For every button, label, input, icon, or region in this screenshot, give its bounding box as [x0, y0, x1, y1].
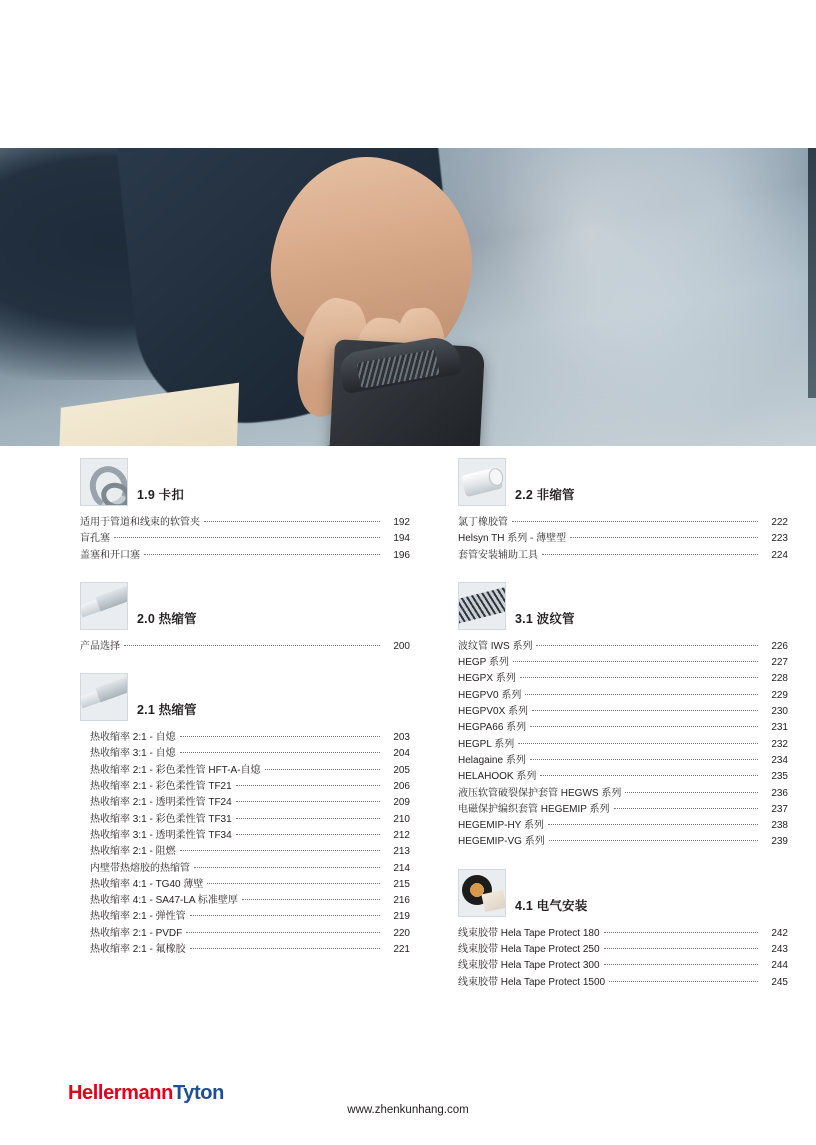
toc-entry[interactable] — [90, 730, 410, 746]
toc-entry-label: 热收缩率 4:1 - SA47-LA 标准壁厚 — [90, 895, 238, 907]
toc-entry[interactable] — [458, 515, 788, 531]
toc-entry-page: 200 — [393, 640, 410, 652]
toc-entry-page: 192 — [393, 517, 410, 528]
toc-section-title: 2.2 非缩管 — [515, 488, 575, 502]
toc-section — [80, 458, 410, 564]
non-shrink-tube-icon — [458, 458, 506, 506]
brand-logo-part1: Hellermann — [68, 1082, 173, 1104]
toc-entry[interactable] — [458, 531, 788, 547]
toc-entry-label: HEGPX 系列 — [458, 673, 516, 685]
toc-entry-page: 238 — [771, 820, 788, 832]
hero-photo — [0, 148, 816, 446]
toc-entry-label: HEGEMIP-HY 系列 — [458, 820, 544, 832]
toc-entry-leader — [236, 801, 380, 802]
toc-column-right — [458, 458, 788, 1009]
hero-edge-strip — [808, 148, 816, 398]
toc-entry-leader — [525, 694, 758, 695]
toc-entry-leader — [530, 759, 758, 760]
toc-entry-leader — [180, 850, 380, 851]
toc-entry-page: 232 — [771, 738, 788, 750]
toc-entry[interactable] — [458, 942, 788, 958]
toc-entry-label: 线束胶带 Hela Tape Protect 250 — [458, 944, 600, 956]
toc-entry-leader — [540, 775, 758, 776]
toc-entry[interactable] — [458, 655, 788, 671]
toc-entry-label: 套管安装辅助工具 — [458, 549, 538, 561]
toc-entry-leader — [180, 752, 380, 753]
toc-entry-page: 236 — [771, 787, 788, 799]
toc-entry-list — [80, 639, 410, 655]
toc-entry-leader — [549, 840, 758, 841]
corrugated-tube-icon — [458, 582, 506, 630]
toc-entry-leader — [236, 818, 380, 819]
toc-entry-page: 204 — [393, 748, 410, 760]
toc-entry-page: 221 — [393, 944, 410, 956]
toc-entry-leader — [236, 834, 380, 835]
toc-entry-label: 热收缩率 2:1 - 阻燃 — [90, 846, 176, 858]
toc-entry-leader — [548, 824, 758, 825]
toc-entry[interactable] — [458, 769, 788, 785]
toc-entry-label: 产品选择 — [80, 640, 120, 652]
toc-entry-label: Helagaine 系列 — [458, 754, 526, 766]
toc-entry-label: HEGPL 系列 — [458, 738, 515, 750]
toc-entry[interactable] — [458, 975, 788, 991]
toc-entry-page: 216 — [393, 895, 410, 907]
toc-entry-leader — [207, 883, 380, 884]
toc-entry-page: 231 — [771, 722, 788, 734]
brand-logo-part2: Tyton — [172, 1082, 224, 1104]
toc-entry-label: HEGPV0 系列 — [458, 689, 522, 701]
toc-entry[interactable] — [458, 720, 788, 736]
brand-logo — [68, 1082, 224, 1105]
toc-entry-label: 热收缩率 2:1 - 氟橡胶 — [90, 944, 186, 956]
toc-entry-label: 线束胶带 Hela Tape Protect 1500 — [458, 976, 606, 988]
toc-entry[interactable] — [90, 877, 410, 893]
toc-entry-label: Helsyn TH 系列 - 薄壁型 — [458, 533, 567, 545]
toc-entry-label: 热收缩率 4:1 - TG40 薄壁 — [90, 878, 204, 890]
toc-entry-label: 热收缩率 2:1 - 彩色柔性管 HFT-A-自熄 — [90, 764, 261, 776]
toc-section — [458, 458, 788, 564]
toc-entry-leader — [542, 554, 758, 555]
toc-entry-label: HEGPV0X 系列 — [458, 706, 529, 718]
toc-entry-page: 214 — [393, 862, 410, 874]
toc-entry[interactable] — [458, 548, 788, 564]
toc-section-title: 1.9 卡扣 — [137, 488, 185, 502]
toc-entry-label: 波纹管 IWS 系列 — [458, 640, 533, 652]
toc-entry-label: 适用于管道和线束的软管夹 — [80, 517, 200, 528]
heatshrink-icon — [80, 582, 128, 630]
toc-entry-leader — [180, 736, 380, 737]
toc-entry-page: 243 — [771, 944, 788, 956]
toc-entry-label: HELAHOOK 系列 — [458, 771, 537, 783]
toc-entry-leader — [614, 808, 759, 809]
toc-entry[interactable] — [80, 531, 410, 547]
toc-entry[interactable] — [458, 688, 788, 704]
toc-entry-label: 热收缩率 2:1 - 彩色柔性管 TF21 — [90, 781, 232, 793]
toc-entry-page: 196 — [393, 549, 410, 561]
toc-entry-page: 229 — [771, 689, 788, 701]
toc-entry-label: 热收缩率 2:1 - 自熄 — [90, 732, 176, 744]
toc-entry[interactable] — [90, 926, 410, 942]
toc-entry-leader — [604, 964, 758, 965]
toc-entry[interactable] — [90, 812, 410, 828]
toc-entry-page: 222 — [771, 517, 788, 528]
toc-entry-leader — [530, 726, 758, 727]
toc-section — [80, 673, 410, 958]
toc-entry-leader — [204, 521, 380, 522]
toc-entry-page: 219 — [393, 911, 410, 923]
toc-entry-page: 224 — [771, 549, 788, 561]
toc-entry-label: 热收缩率 2:1 - 透明柔性管 TF24 — [90, 797, 232, 809]
toc-entry[interactable] — [458, 753, 788, 769]
toc-entry[interactable] — [90, 942, 410, 958]
toc-entry-page: 194 — [393, 533, 410, 545]
toc-entry-label: HEGEMIP-VG 系列 — [458, 836, 545, 848]
toc-entry[interactable] — [90, 763, 410, 779]
toc-section — [458, 582, 788, 851]
toc-section-title: 2.0 热缩管 — [137, 611, 197, 626]
toc-entry-page: 212 — [393, 829, 410, 841]
toc-section — [80, 582, 410, 655]
toc-entry-page: 205 — [393, 764, 410, 776]
toc-entry-leader — [536, 645, 758, 646]
toc-entry[interactable] — [90, 828, 410, 844]
toc-entry-page: 228 — [771, 673, 788, 685]
toc-entry-leader — [194, 867, 380, 868]
toc-entry-page: 245 — [771, 976, 788, 988]
toc-entry-label: 内壁带热熔胶的热缩管 — [90, 862, 190, 874]
toc-section — [458, 869, 788, 991]
toc-entry-list — [80, 515, 410, 564]
toc-entry[interactable] — [90, 779, 410, 795]
toc-entry[interactable] — [458, 671, 788, 687]
toc-section-header — [458, 869, 788, 917]
toc-section-header — [458, 458, 788, 506]
toc-entry-label: 热收缩率 2:1 - PVDF — [90, 927, 183, 939]
toc-entry-page: 210 — [393, 813, 410, 825]
toc-entry-list — [80, 730, 410, 958]
toc-entry-page: 230 — [771, 706, 788, 718]
toc-entry-page: 237 — [771, 803, 788, 815]
toc-section-header — [458, 582, 788, 630]
toc-entry-page: 209 — [393, 797, 410, 809]
toc-entry-leader — [520, 677, 758, 678]
toc-entry-leader — [512, 521, 758, 522]
toc-entry-leader — [242, 899, 380, 900]
toc-entry[interactable] — [90, 909, 410, 925]
toc-entry[interactable] — [90, 861, 410, 877]
toc-entry[interactable] — [90, 746, 410, 762]
toc-entry[interactable] — [458, 737, 788, 753]
toc-entry[interactable] — [90, 844, 410, 860]
toc-entry[interactable] — [80, 548, 410, 564]
toc-entry[interactable] — [90, 893, 410, 909]
toc-entry-leader — [625, 792, 758, 793]
heatshrink-icon — [80, 673, 128, 721]
toc-entry-page: 220 — [393, 927, 410, 939]
toc-entry-label: 盖塞和开口塞 — [80, 549, 140, 561]
toc-entry-page: 215 — [393, 878, 410, 890]
toc-entry-leader — [609, 981, 758, 982]
toc-entry[interactable] — [80, 639, 410, 655]
toc-entry-leader — [532, 710, 758, 711]
toc-entry-label: 热收缩率 2:1 - 弹性管 — [90, 911, 186, 923]
toc-entry-page: 244 — [771, 960, 788, 972]
toc-entry-label: 热收缩率 3:1 - 自熄 — [90, 748, 176, 760]
toc-entry-leader — [570, 537, 758, 538]
toc-entry-page: 234 — [771, 754, 788, 766]
toc-entry-label: 线束胶带 Hela Tape Protect 180 — [458, 927, 600, 939]
toc-entry-leader — [186, 932, 380, 933]
toc-entry-leader — [190, 948, 380, 949]
toc-entry-page: 235 — [771, 771, 788, 783]
toc-section-title: 4.1 电气安装 — [515, 898, 588, 913]
toc-entry[interactable] — [458, 834, 788, 850]
toc-column-left — [80, 458, 410, 976]
toc-entry-leader — [190, 915, 380, 916]
toc-entry[interactable] — [458, 818, 788, 834]
toc-entry-list — [458, 926, 788, 991]
toc-entry-page: 226 — [771, 640, 788, 652]
toc-entry-page: 227 — [771, 657, 788, 669]
toc-entry-page: 206 — [393, 781, 410, 793]
clip-icon — [80, 458, 128, 506]
toc-entry-label: 液压软管破裂保护套管 HEGWS 系列 — [458, 787, 622, 799]
toc-entry-page: 203 — [393, 732, 410, 744]
toc-entry[interactable] — [90, 795, 410, 811]
toc-entry-leader — [604, 948, 758, 949]
toc-entry-leader — [124, 645, 380, 646]
toc-entry-leader — [518, 743, 758, 744]
toc-section-title: 3.1 波纹管 — [515, 611, 575, 626]
footer-url: www.zhenkunhang.com — [347, 1104, 469, 1116]
toc-entry[interactable] — [458, 786, 788, 802]
toc-entry-leader — [144, 554, 380, 555]
toc-entry-leader — [114, 537, 380, 538]
toc-entry[interactable] — [458, 958, 788, 974]
toc-section-header — [80, 673, 410, 721]
toc-entry-label: 氯丁橡胶管 — [458, 517, 508, 528]
toc-entry[interactable] — [80, 515, 410, 531]
toc-entry-label: HEGP 系列 — [458, 657, 509, 669]
tape-icon — [458, 869, 506, 917]
toc-entry-page: 242 — [771, 927, 788, 939]
toc-entry[interactable] — [458, 639, 788, 655]
toc-entry-list — [458, 639, 788, 851]
toc-entry-label: 热收缩率 3:1 - 透明柔性管 TF34 — [90, 829, 232, 841]
toc-entry-page: 213 — [393, 846, 410, 858]
toc-section-title: 2.1 热缩管 — [137, 703, 197, 718]
toc-section-header — [80, 458, 410, 506]
toc-entry-label: 电磁保护编织套管 HEGEMIP 系列 — [458, 803, 610, 815]
toc-entry-list — [458, 515, 788, 564]
toc-entry-label: 热收缩率 3:1 - 彩色柔性管 TF31 — [90, 813, 232, 825]
toc-entry-label: 盲孔塞 — [80, 533, 110, 545]
toc-entry-leader — [236, 785, 380, 786]
toc-entry-label: HEGPA66 系列 — [458, 722, 527, 734]
toc-entry[interactable] — [458, 704, 788, 720]
toc-entry-leader — [513, 661, 758, 662]
toc-entry-page: 223 — [771, 533, 788, 545]
toc-section-header — [80, 582, 410, 630]
toc-entry-label: 线束胶带 Hela Tape Protect 300 — [458, 960, 600, 972]
toc-entry[interactable] — [458, 926, 788, 942]
toc-entry-leader — [265, 769, 380, 770]
toc-entry-leader — [604, 932, 758, 933]
toc-entry-page: 239 — [771, 836, 788, 848]
toc-entry[interactable] — [458, 802, 788, 818]
